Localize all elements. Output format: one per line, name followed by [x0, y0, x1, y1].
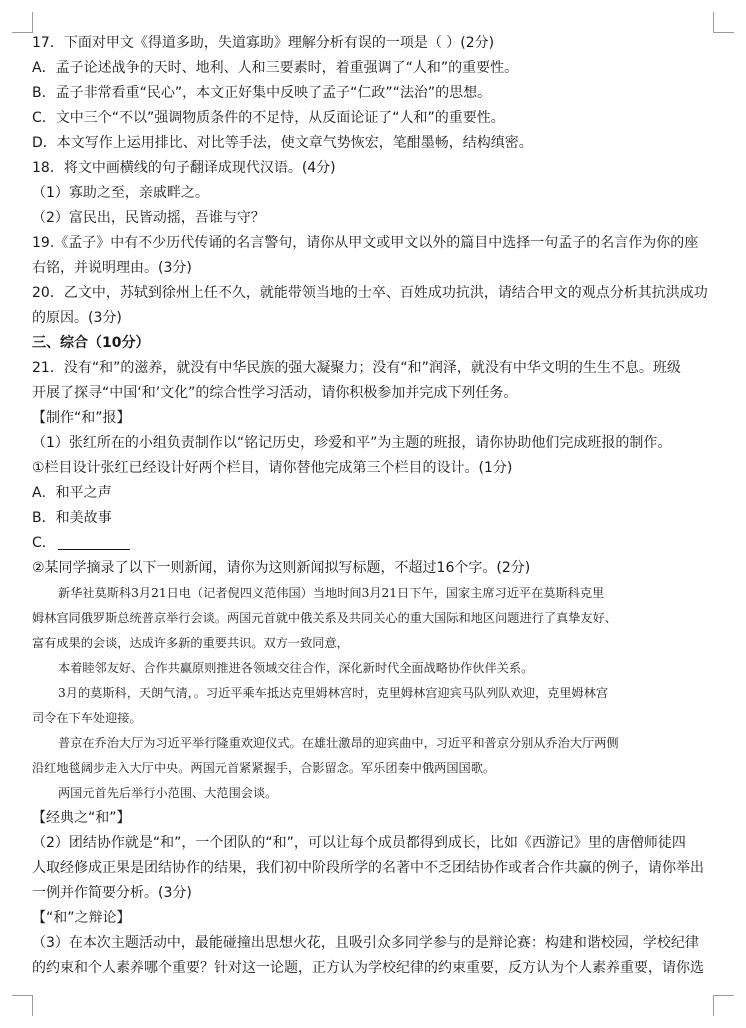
- crop-mark-top-left: [12, 12, 33, 33]
- crop-mark-bottom-right: [713, 995, 734, 1016]
- subsection-heading-classic-harmony: 【经典之“和”】: [32, 810, 131, 826]
- question-21-part-2-line-1: （2）团结协作就是“和”，一个团队的“和”，可以让每个成员都得到成长，比如《西游记》里的唐僧师徒四: [32, 835, 686, 851]
- question-17-option-b: B．孟子非常看重“民心”，本文正好集中反映了孟子“仁政”“法治”的思想。: [32, 85, 492, 101]
- news-line: 姆林宫同俄罗斯总统普京举行会谈。两国元首就中俄关系及共同关心的重大国际和地区问题进行了真挚友好、: [32, 611, 617, 625]
- question-19-line-2: 右铭，并说明理由。(3分): [32, 260, 192, 276]
- question-21-line-1: 21．没有“和”的滋养，就没有中华民族的强大凝聚力；没有“和”润泽，就没有中华文明的生生不息。班级: [32, 360, 681, 376]
- crop-mark-bottom-left: [12, 995, 33, 1016]
- subsection-heading-make-newspaper: 【制作“和”报】: [32, 410, 131, 426]
- question-21-part-3-line-1: （3）在本次主题活动中，最能碰撞出思想火花，且吸引众多同学参与的是辩论赛：构建和谐校园，学校纪律: [32, 935, 699, 951]
- column-option-c-label: C．: [32, 535, 56, 551]
- question-21-part-2-line-3: 一例并作简要分析。(3分): [32, 885, 192, 901]
- question-17-option-c: C．文中三个“不以”强调物质条件的不足恃，从反面论证了“人和”的重要性。: [32, 110, 505, 126]
- news-line: 沿红地毯阔步走入大厅中央。两国元首紧紧握手，合影留念。军乐团奏中俄两国国歌。: [32, 761, 496, 775]
- question-19-line-1: 19.《孟子》中有不少历代传诵的名言警句，请你从甲文或甲文以外的篇目中选择一句孟子的名言作为你的座: [32, 235, 699, 251]
- answer-blank: [58, 535, 130, 550]
- question-17-option-a: A．孟子论述战争的天时、地利、人和三要素时，着重强调了“人和”的重要性。: [32, 60, 519, 76]
- question-18-stem: 18．将文中画横线的句子翻译成现代汉语。(4分): [32, 160, 336, 176]
- column-option-a: A．和平之声: [32, 485, 112, 501]
- question-21-part-3-line-2: 的约束和个人素养哪个重要？针对这一论题，正方认为学校纪律的约束重要，反方认为个人素养重要，请你选: [32, 960, 704, 976]
- question-18-sentence-2: （2）富民出，民皆动摇，吾谁与守？: [32, 210, 265, 226]
- question-21-part-2-line-2: 人取经修成正果是团结协作的结果，我们初中阶段所学的名著中不乏团结协作或者合作共赢的例子，请你举出: [32, 860, 704, 876]
- news-line: 富有成果的会谈，达成许多新的重要共识。双方一致同意，: [32, 636, 349, 650]
- section-3-heading: 三、综合（10分）: [32, 335, 150, 351]
- news-line: 普京在乔治大厅为习近平举行隆重欢迎仪式。在雄壮激昂的迎宾曲中，习近平和普京分别从乔治大厅两侧: [58, 736, 619, 750]
- news-line: 本着睦邻友好、合作共赢原则推进各领域交往合作，深化新时代全面战略协作伙伴关系。: [58, 661, 534, 675]
- news-line: 3月的莫斯科，天朗气清，。习近平乘车抵达克里姆林宫时，克里姆林宫迎宾马队列队欢迎，克里姆林宫: [58, 686, 609, 700]
- news-line: 两国元首先后举行小范围、大范围会谈。: [58, 786, 278, 800]
- subsection-heading-debate: 【“和”之辩论】: [32, 910, 131, 926]
- question-20-line-2: 的原因。(3分): [32, 310, 122, 326]
- question-17-stem: 17．下面对甲文《得道多助，失道寡助》理解分析有误的一项是（ ）(2分): [32, 35, 495, 51]
- question-21-part-1a: ①栏目设计张红已经设计好两个栏目，请你替他完成第三个栏目的设计。(1分): [32, 460, 513, 476]
- question-17-option-d: D．本文写作上运用排比、对比等手法，使文章气势恢宏，笔酣墨畅，结构缜密。: [32, 135, 533, 151]
- crop-mark-top-right: [713, 12, 734, 33]
- news-line: 司令在下车处迎接。: [32, 711, 142, 725]
- column-option-b: B．和美故事: [32, 510, 112, 526]
- news-line: 新华社莫斯科3月21日电（记者倪四义范伟国）当地时间3月21日下午，国家主席习近平在莫斯科克里: [58, 586, 605, 600]
- question-21-part-1b: ②某同学摘录了以下一则新闻，请你为这则新闻拟写标题，不超过16个字。(2分): [32, 560, 531, 576]
- column-option-c: [32, 531, 712, 556]
- question-20-line-1: 20．乙文中，苏轼到徐州上任不久，就能带领当地的士卒、百姓成功抗洪，请结合甲文的观点分析其抗洪成功: [32, 285, 708, 301]
- question-18-sentence-1: （1）寡助之至，亲戚畔之。: [32, 185, 209, 201]
- question-21-line-2: 开展了探寻“中国‘和’文化”的综合性学习活动，请你积极参加并完成下列任务。: [32, 385, 518, 401]
- question-21-part-1: （1）张红所在的小组负责制作以“铭记历史，珍爱和平”为主题的班报，请你协助他们完成班报的制作。: [32, 435, 672, 451]
- exam-page: [32, 31, 712, 981]
